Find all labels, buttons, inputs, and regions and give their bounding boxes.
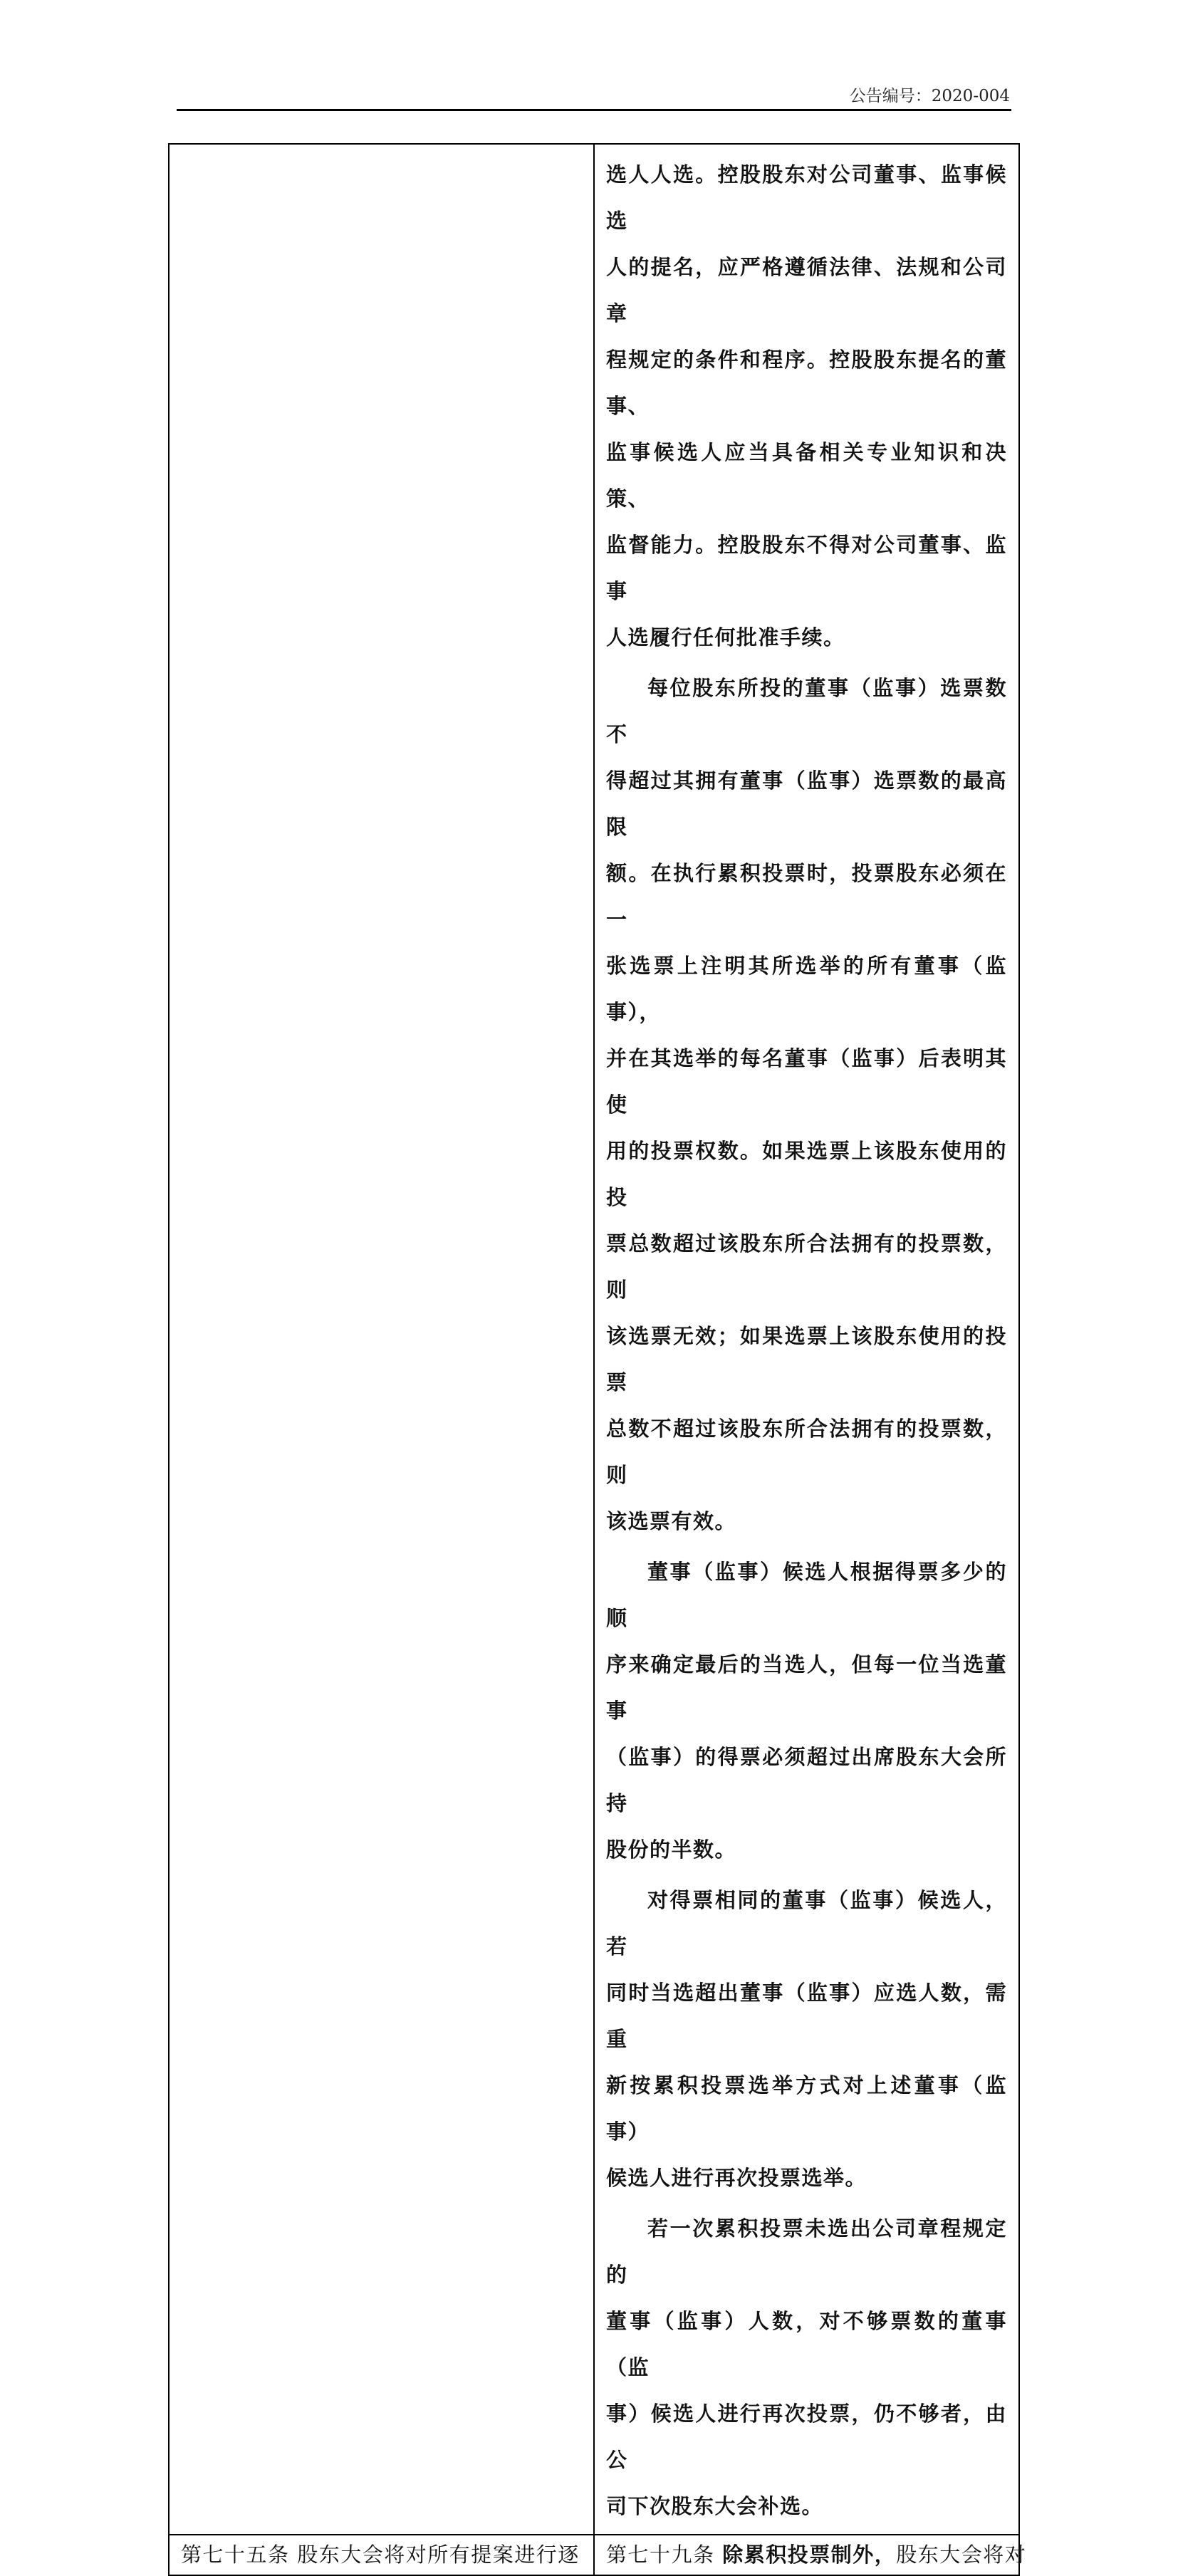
paragraph-line: 得超过其拥有董事（监事）选票数的最高限: [606, 768, 1007, 839]
header-divider: [177, 109, 1011, 111]
comparison-table: [168, 143, 1027, 2576]
clause-number: 第七十九条: [606, 2543, 723, 2567]
original-clause-cell: [169, 144, 594, 2535]
paragraph-line: 对得票相同的董事（监事）候选人，若: [606, 1888, 1007, 1959]
paragraph-line: 董事（监事）候选人根据得票多少的顺: [606, 1560, 1007, 1630]
clause-paragraph: [606, 1877, 1007, 2201]
table-row: [169, 2535, 1019, 2575]
added-text: 除累积投票制外，: [722, 2543, 897, 2567]
paragraph-line: 每位股东所投的董事（监事）选票数不: [606, 676, 1007, 746]
paragraph-line: 司下次股东大会补选。: [606, 2494, 824, 2518]
paragraph-line: 人的提名，应严格遵循法律、法规和公司章: [606, 255, 1007, 325]
clause-continuation: 股东大会将对: [896, 2543, 1027, 2567]
paragraph-line: 人选履行任何批准手续。: [606, 625, 845, 650]
paragraph-line: 票总数超过该股东所合法拥有的投票数，则: [606, 1231, 1007, 1302]
original-clause-text: 第七十五条 股东大会将对所有提案进行逐: [181, 2543, 580, 2567]
paragraph-line: 额。在执行累积投票时，投票股东必须在一: [606, 861, 1007, 932]
paragraph-line: （监事）的得票必须超过出席股东大会所持: [606, 1745, 1007, 1815]
paragraph-line: 监事候选人应当具备相关专业知识和决策、: [606, 440, 1007, 511]
paragraph-line: 事）候选人进行再次投票，仍不够者，由公: [606, 2402, 1007, 2472]
paragraph-line: 用的投票权数。如果选票上该股东使用的投: [606, 1139, 1007, 1209]
revised-clause-body: [595, 145, 1018, 2534]
paragraph-line: 选人人选。控股股东对公司董事、监事候选: [606, 162, 1007, 233]
paragraph-line: 序来确定最后的当选人，但每一位当选董事: [606, 1652, 1007, 1723]
clause-paragraph: [606, 1549, 1007, 1873]
paragraph-line: 新按累积投票选举方式对上述董事（监事）: [606, 2073, 1007, 2144]
table-row: [169, 144, 1019, 2535]
paragraph-line: 并在其选举的每名董事（监事）后表明其使: [606, 1046, 1007, 1117]
clause-paragraph: [606, 152, 1007, 661]
revised-clause-cell: [594, 2535, 1027, 2575]
paragraph-line: 董事（监事）人数，对不够票数的董事（监: [606, 2309, 1007, 2379]
paragraph-line: 总数不超过该股东所合法拥有的投票数，则: [606, 1417, 1007, 1487]
paragraph-line: 该选票无效；如果选票上该股东使用的投票: [606, 1324, 1007, 1394]
paragraph-line: 若一次累积投票未选出公司章程规定的: [606, 2216, 1007, 2287]
clause-paragraph: [606, 665, 1007, 1545]
paragraph-line: 股份的半数。: [606, 1837, 737, 1862]
revised-clause-cell: [594, 144, 1019, 2535]
paragraph-line: 该选票有效。: [606, 1509, 737, 1533]
paragraph-line: 监督能力。控股股东不得对公司董事、监事: [606, 533, 1007, 603]
paragraph-line: 同时当选超出董事（监事）应选人数，需重: [606, 1981, 1007, 2051]
notice-number: 公告编号：2020-004: [849, 87, 1010, 105]
paragraph-line: 张选票上注明其所选举的所有董事（监事），: [606, 954, 1007, 1024]
original-clause-cell: [169, 2535, 594, 2575]
paragraph-line: 程规定的条件和程序。控股股东提名的董事、: [606, 348, 1007, 418]
paragraph-line: 候选人进行再次投票选举。: [606, 2166, 867, 2190]
clause-paragraph: [606, 2206, 1007, 2530]
revised-clause-text: [606, 2535, 1027, 2575]
